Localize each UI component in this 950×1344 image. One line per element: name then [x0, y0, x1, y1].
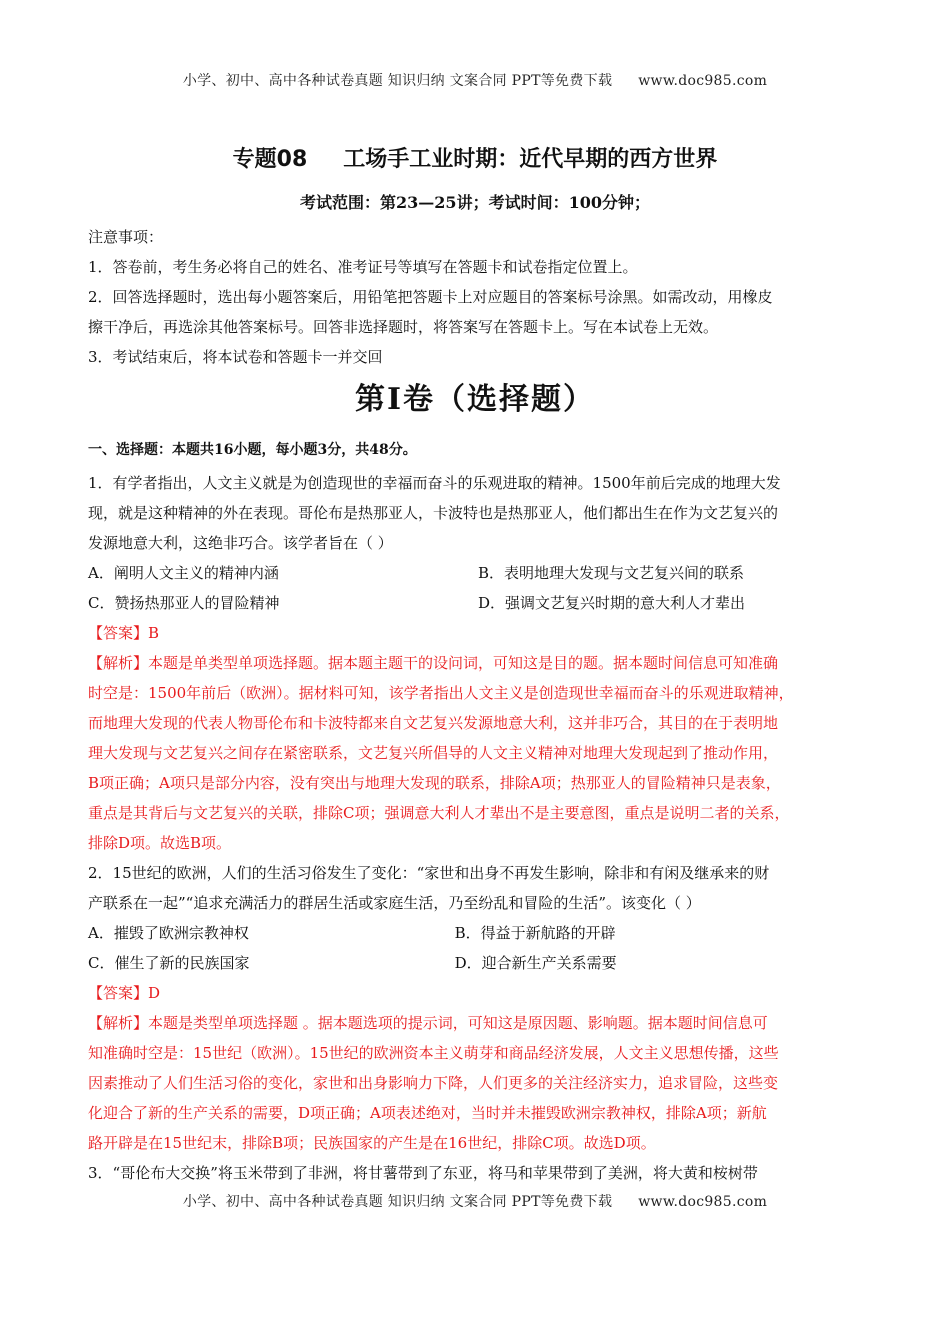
header-url[interactable]: www.doc985.com — [638, 73, 768, 89]
question-options — [88, 558, 868, 618]
analysis-line: 而地理大发现的代表人物哥伦布和卡波特都来自文艺复兴发源地意大利，这并非巧合，其目的在于表明地 — [88, 714, 779, 732]
notes-item: 2．回答选择题时，选出每小题答案后，用铅笔把答题卡上对应题目的答案标号涂黑。如需改动，用橡皮 — [88, 288, 773, 306]
question-stem-line: 现，就是这种精神的外在表现。哥伦布是热那亚人，卡波特也是热那亚人，他们都出生在作为文艺复兴的 — [88, 504, 779, 522]
notes-heading: 注意事项： — [88, 228, 164, 246]
question-stem-line: 产联系在一起”“追求充满活力的群居生活或家庭生活，乃至纷乱和冒险的生活”。该变化（ ） — [88, 894, 701, 912]
analysis-line: 理大发现与文艺复兴之间存在紧密联系，文艺复兴所倡导的人文主义精神对地理大发现起到了推动作用， — [88, 744, 779, 762]
option-d: D．强调文艺复兴时期的意大利人才辈出 — [478, 594, 746, 612]
question-stem-line: 2．15世纪的欧洲，人们的生活习俗发生了变化：“家世和出身不再发生影响，除非和有闲及继承来的财 — [88, 864, 770, 882]
analysis-line: 排除D项。故选B项。 — [88, 834, 232, 852]
exam-scope: 考试范围：第23—25讲；考试时间：100分钟； — [300, 193, 650, 212]
option-b: B．得益于新航路的开辟 — [454, 924, 616, 942]
title-topic-name: 工场手工业时期：近代早期的西方世界 — [343, 147, 718, 172]
questions-block — [88, 436, 868, 1188]
footer-text: 小学、初中、高中各种试卷真题 知识归纳 文案合同 PPT等免费下载 — [182, 1194, 613, 1210]
analysis-line: 【解析】本题是类型单项选择题 。据本题选项的提示词，可知这是原因题、影响题。据本题时间信息可 — [88, 1014, 768, 1032]
option-c: C．赞扬热那亚人的冒险精神 — [88, 594, 280, 612]
page-footer — [0, 1191, 950, 1211]
option-c: C．催生了新的民族国家 — [88, 954, 250, 972]
question-stem-line: 发源地意大利，这绝非巧合。该学者旨在（ ） — [88, 534, 393, 552]
page-title — [0, 142, 950, 173]
analysis-line: 化迎合了新的生产关系的需要，D项正确；A项表述绝对，当时并未摧毁欧洲宗教神权，排除A项；新航 — [88, 1104, 767, 1122]
question-1 — [88, 468, 868, 858]
question-2 — [88, 858, 868, 1158]
header-text: 小学、初中、高中各种试卷真题 知识归纳 文案合同 PPT等免费下载 — [182, 73, 613, 89]
notes-item: 擦干净后，再选涂其他答案标号。回答非选择题时，将答案写在答题卡上。写在本试卷上无效。 — [88, 318, 719, 336]
question-options — [88, 918, 868, 978]
analysis-block — [88, 648, 868, 858]
answer-label: 【答案】B — [88, 624, 160, 642]
question-stem-line: 1．有学者指出，人文主义就是为创造现世的幸福而奋斗的乐观进取的精神。1500年前后完成的地理大发 — [88, 474, 781, 492]
volume-title: 第I卷（选择题） — [354, 382, 596, 417]
analysis-line: 知准确时空是：15世纪（欧洲）。15世纪的欧洲资本主义萌芽和商品经济发展，人文主义思想传播，这些 — [88, 1044, 779, 1062]
option-a: A．阐明人文主义的精神内涵 — [88, 564, 279, 582]
title-topic-number: 专题08 — [232, 147, 308, 172]
option-d: D．迎合新生产关系需要 — [454, 954, 617, 972]
analysis-line: 路开辟是在15世纪末，排除B项；民族国家的产生是在16世纪，排除C项。故选D项。 — [88, 1134, 656, 1152]
answer-label: 【答案】D — [88, 984, 161, 1002]
analysis-line: B项正确；A项只是部分内容，没有突出与地理大发现的联系，排除A项；热那亚人的冒险精神只是表象， — [88, 774, 781, 792]
analysis-line: 【解析】本题是单类型单项选择题。据本题主题干的设问词，可知这是目的题。据本题时间信息可知准确 — [88, 654, 779, 672]
section-heading: 一、选择题：本题共16小题，每小题3分，共48分。 — [88, 442, 417, 458]
page-header — [0, 70, 950, 90]
analysis-block — [88, 1008, 868, 1158]
option-b: B．表明地理大发现与文艺复兴间的联系 — [478, 564, 745, 582]
analysis-line: 因素推动了人们生活习俗的变化，家世和出身影响力下降，人们更多的关注经济实力，追求冒险，这些变 — [88, 1074, 779, 1092]
option-a: A．摧毁了欧洲宗教神权 — [88, 924, 249, 942]
analysis-line: 重点是其背后与文艺复兴的关联，排除C项；强调意大利人才辈出不是主要意图，重点是说明二者的关系， — [88, 804, 790, 822]
notes-item: 3．考试结束后，将本试卷和答题卡一并交回 — [88, 348, 383, 366]
question-stem-line: 3．“哥伦布大交换”将玉米带到了非洲，将甘薯带到了东亚，将马和苹果带到了美洲，将大黄和桉树带 — [88, 1164, 758, 1182]
question-3 — [88, 1158, 868, 1188]
footer-url[interactable]: www.doc985.com — [638, 1194, 768, 1210]
analysis-line: 时空是：1500年前后（欧洲）。据材料可知，该学者指出人文主义是创造现世幸福而奋斗的乐观进取精神， — [88, 684, 794, 702]
notes-item: 1．答卷前，考生务必将自己的姓名、准考证号等填写在答题卡和试卷指定位置上。 — [88, 258, 638, 276]
notes-block — [88, 222, 868, 372]
